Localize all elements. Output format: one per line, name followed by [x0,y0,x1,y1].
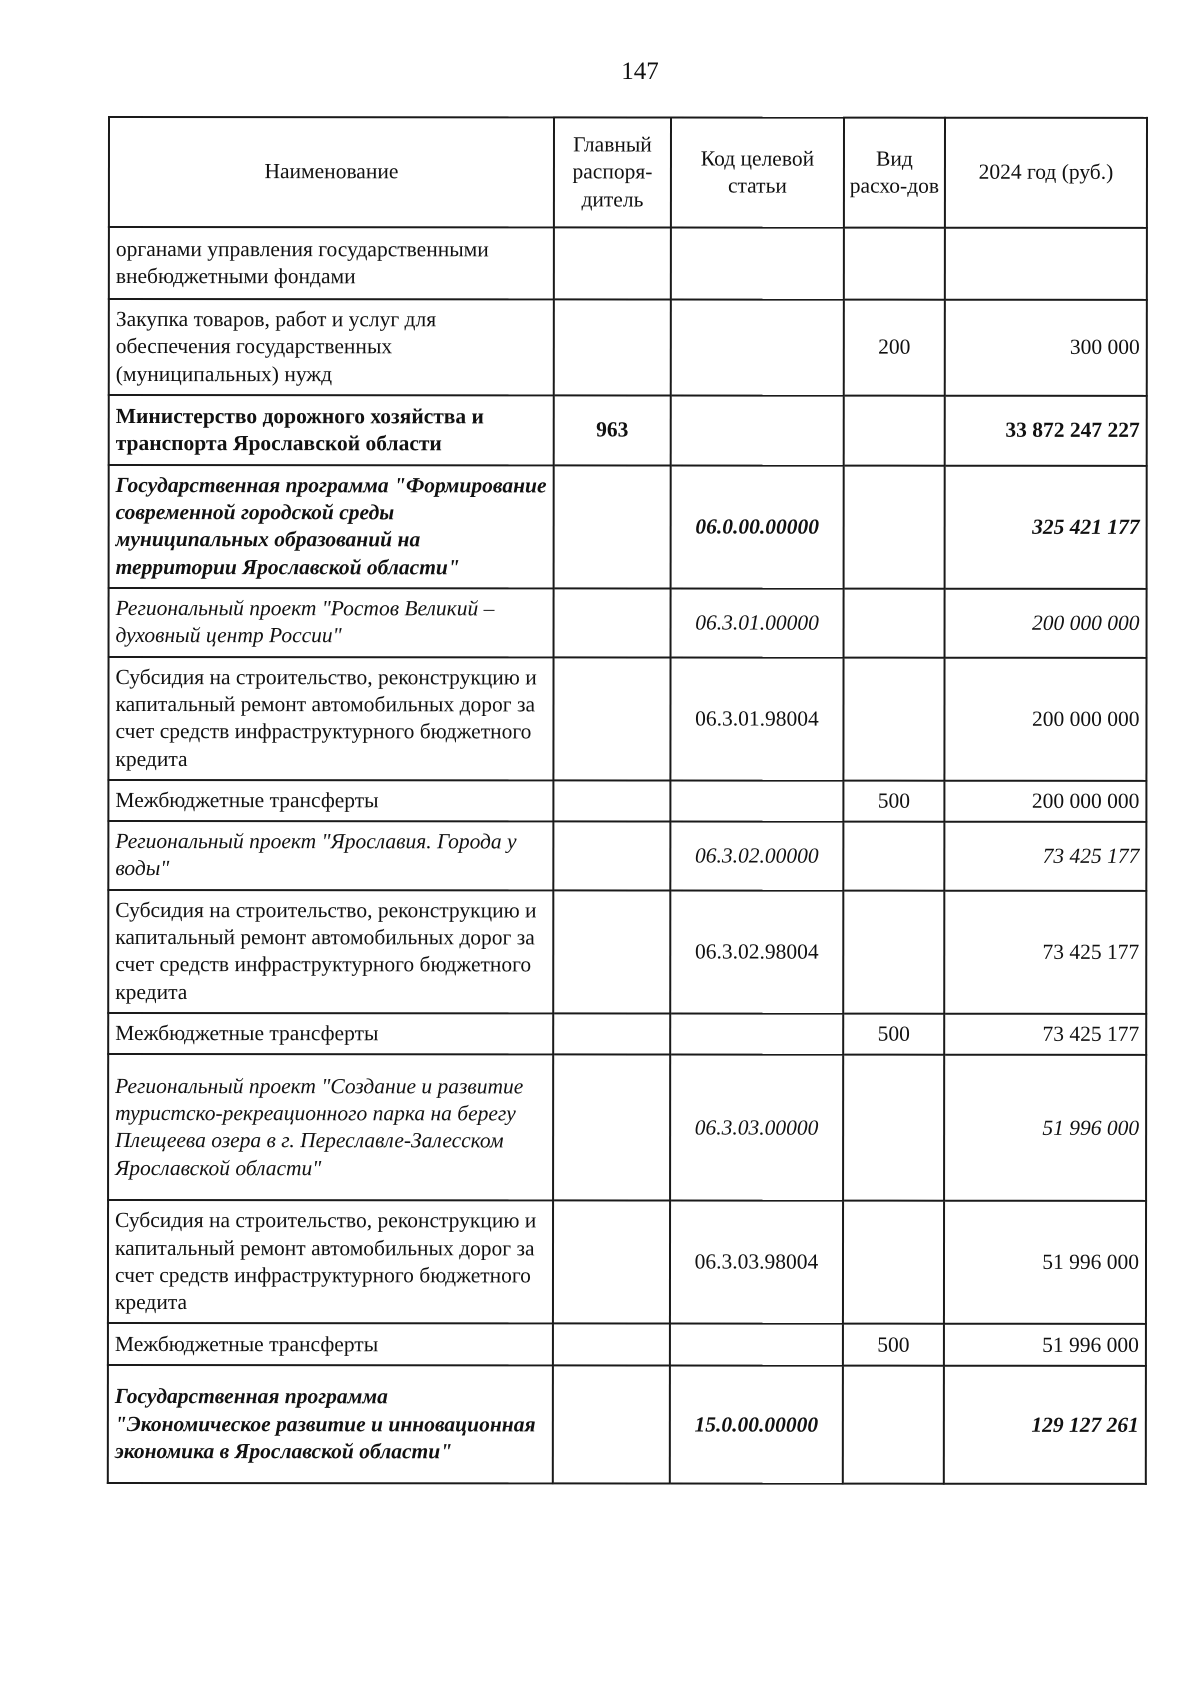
table-row [108,890,1146,1014]
table-row [108,1323,1146,1366]
row-type [843,822,944,891]
table-row [108,780,1146,822]
table-row [108,821,1146,890]
row-amount [945,228,1147,300]
row-name: Закупка товаров, работ и услуг для обеспечения государственных (муниципальных) нужд [109,299,554,395]
row-name: Региональный проект "Ярославия. Города у воды" [108,821,553,890]
row-admin [553,1201,670,1324]
row-name: Региональный проект "Ростов Великий – духовный центр России" [109,588,554,657]
row-admin [553,1324,670,1366]
row-amount: 200 000 000 [945,589,1147,658]
table-header-row [109,117,1147,228]
row-admin: 963 [554,395,671,465]
row-admin [553,1366,670,1484]
header-name: Наименование [109,117,554,227]
row-admin [553,780,670,821]
row-type: 500 [843,1014,944,1055]
row-admin [554,227,671,299]
row-amount: 51 996 000 [944,1201,1146,1324]
row-amount: 73 425 177 [944,822,1146,891]
row-code: 06.3.02.00000 [670,822,843,891]
row-code: 06.3.01.98004 [670,657,843,780]
row-amount: 73 425 177 [944,1014,1146,1055]
row-amount: 51 996 000 [944,1055,1146,1201]
table-row [108,1200,1146,1324]
row-name: Министерство дорожного хозяйства и транспорта Ярославской области [109,395,554,465]
row-amount: 73 425 177 [944,890,1146,1013]
table-row [109,588,1147,657]
row-amount: 325 421 177 [945,466,1147,589]
row-type [844,228,945,300]
header-code: Код целевой статьи [671,117,844,227]
row-amount: 129 127 261 [944,1366,1146,1484]
row-amount: 200 000 000 [944,657,1146,780]
row-admin [553,1013,670,1054]
row-code: 06.3.02.98004 [670,890,843,1013]
row-type [843,1055,944,1201]
row-name: Субсидия на строительство, реконструкцию и капитальный ремонт автомобильных дорог за счет средств инфраструктурного бюджетного кредита [108,890,553,1014]
row-amount: 200 000 000 [944,781,1146,822]
row-name: Межбюджетные трансферты [108,1323,553,1365]
budget-table [107,116,1148,1485]
row-amount: 300 000 [945,300,1147,396]
row-admin [554,588,671,657]
row-code: 15.0.00.00000 [670,1366,843,1484]
table-row [109,227,1147,300]
row-admin [553,657,670,780]
row-admin [554,299,671,395]
row-type [844,396,945,466]
row-name: Субсидия на строительство, реконструкцию и капитальный ремонт автомобильных дорог за счет средств инфраструктурного бюджетного кредита [108,1200,553,1324]
row-type [843,657,944,780]
row-amount: 33 872 247 227 [945,396,1147,466]
table-row [108,657,1146,781]
table-row [108,1365,1146,1484]
table-row [108,1013,1146,1055]
row-code: 06.3.01.00000 [671,589,844,658]
row-type [843,890,944,1013]
row-amount: 51 996 000 [944,1324,1146,1366]
table-row [109,299,1147,396]
table-row [109,465,1147,589]
row-code [671,227,844,299]
row-code: 06.3.03.98004 [670,1201,843,1324]
row-code [671,299,844,395]
header-type: Вид расхо-дов [844,118,945,228]
row-name: Межбюджетные трансферты [108,1013,553,1055]
row-name: Субсидия на строительство, реконструкцию и капитальный ремонт автомобильных дорог за счет средств инфраструктурного бюджетного кредита [108,657,553,781]
table-body [108,227,1147,1484]
row-name: органами управления государственными внебюджетными фондами [109,227,554,299]
row-admin [553,890,670,1013]
row-type: 200 [844,300,945,396]
row-name: Межбюджетные трансферты [108,780,553,822]
row-admin [553,1055,670,1201]
row-type: 500 [843,781,944,822]
table-row [109,395,1147,466]
header-amount: 2024 год (руб.) [945,118,1147,228]
row-name: Региональный проект "Создание и развитие туристско-рекреационного парка на берегу Плещеева озера в г. Переславле-Залесском Ярославской области" [108,1054,553,1200]
row-type [843,1366,944,1484]
row-code [671,395,844,465]
row-type: 500 [843,1324,944,1366]
row-code [670,780,843,821]
row-code [670,1324,843,1366]
row-name: Государственная программа "Экономическое развитие и инновационная экономика в Ярославской области" [108,1365,553,1483]
row-type [844,466,945,589]
row-type [843,1201,944,1324]
row-code: 06.0.00.00000 [671,465,844,588]
page-number: 147 [621,58,659,85]
header-admin: Главный распоря-дитель [554,117,671,227]
row-type [844,589,945,658]
row-admin [554,465,671,588]
table-row [108,1054,1146,1201]
row-code [670,1013,843,1054]
row-admin [553,822,670,891]
row-name: Государственная программа "Формирование современной городской среды муниципальных образований на территории Ярославской области" [109,465,554,589]
row-code: 06.3.03.00000 [670,1055,843,1201]
